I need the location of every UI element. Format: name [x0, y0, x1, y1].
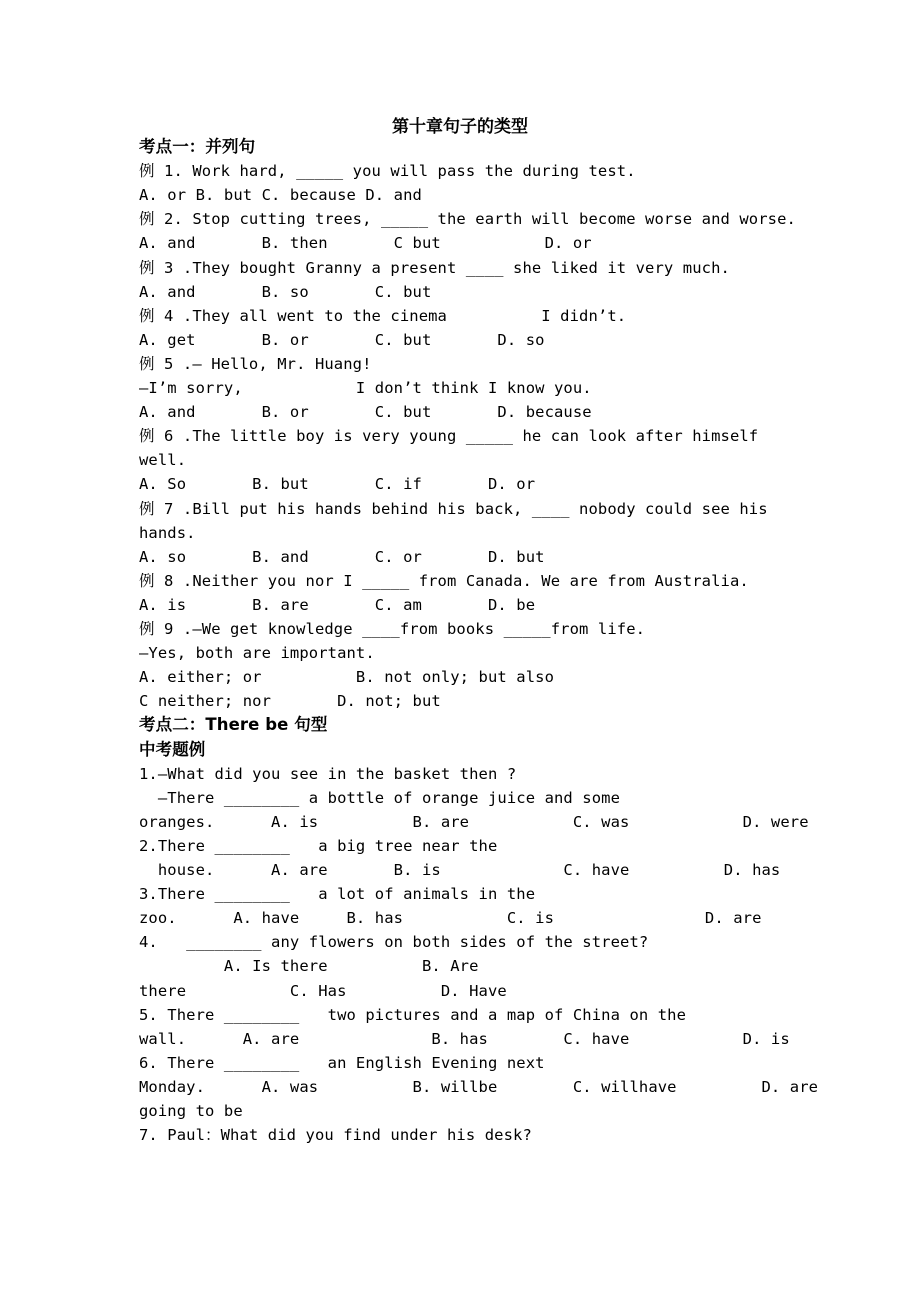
text-line: A. either; or B. not only; but also: [139, 668, 554, 687]
text-line: well.: [139, 451, 187, 470]
text-line: 例 2. Stop cutting trees, _____ the earth will become worse and worse.: [139, 210, 796, 229]
text-line: —I’m sorry, I don’t think I know you.: [139, 379, 592, 397]
text-line: 7. Paul：What did you find under his desk?: [139, 1126, 532, 1145]
text-line: 例 7 .Bill put his hands behind his back, ____ nobody could see his: [139, 499, 768, 518]
text-line: A. So B. but C. if D. or: [139, 475, 536, 494]
text-line: 例 8 .Neither you nor I _____ from Canada. We are from Australia.: [139, 571, 749, 590]
text-line: A. get B. or C. but D. so: [139, 330, 545, 349]
text-line: Monday. A. was B. willbe C. willhave D. are: [139, 1077, 819, 1096]
text-line: house. A. are B. is C. have D. has: [139, 861, 781, 879]
text-line: A. so B. and C. or D. but: [139, 547, 545, 566]
text-line: 例 4 .They all went to the cinema I didn’t.: [139, 306, 627, 325]
text-line: 例 3 .They bought Granny a present ____ she liked it very much.: [139, 258, 730, 277]
text-line: —There ________ a bottle of orange juice and some: [139, 788, 621, 807]
text-line: A. Is there B. Are: [139, 957, 479, 976]
text-line: 3.There ________ a lot of animals in the: [139, 885, 536, 904]
text-line: A. is B. are C. am D. be: [139, 595, 536, 614]
text-line: wall. A. are B. has C. have D. is: [139, 1029, 790, 1048]
text-line: A. or B. but C. because D. and: [139, 186, 422, 205]
text-line: there C. Has D. Have: [139, 981, 507, 1000]
text-line: 1.—What did you see in the basket then ?: [139, 764, 517, 783]
text-line: 例 9 .—We get knowledge ____from books _____from life.: [139, 620, 646, 638]
page-title: 第十章句子的类型: [392, 117, 528, 137]
text-line: 5. There ________ two pictures and a map of China on the: [139, 1005, 687, 1024]
text-line: 例 5 .— Hello, Mr. Huang!: [139, 354, 372, 373]
text-line: 6. There ________ an English Evening next: [139, 1053, 545, 1072]
text-line: 例 6 .The little boy is very young _____ he can look after himself: [139, 427, 759, 446]
section-heading: 考点一：并列句: [139, 137, 256, 156]
text-line: 例 1. Work hard, _____ you will pass the during test.: [139, 162, 636, 181]
text-line: A. and B. or C. but D. because: [139, 403, 592, 422]
text-line: zoo. A. have B. has C. is D. are: [139, 909, 762, 928]
text-line: A. and B. so C. but: [139, 282, 432, 301]
text-line: 4. ________ any flowers on both sides of the street?: [139, 933, 649, 952]
section-heading: 考点二：There be 句型: [139, 715, 328, 735]
text-line: A. and B. then C but D. or: [139, 234, 592, 253]
text-line: —Yes, both are important.: [139, 644, 375, 663]
text-line: hands.: [139, 523, 196, 542]
text-line: C neither; nor D. not; but: [139, 692, 441, 711]
text-line: going to be: [139, 1102, 243, 1120]
section-heading: 中考题例: [139, 739, 206, 759]
text-line: oranges. A. is B. are C. was D. were: [139, 812, 809, 831]
text-line: 2.There ________ a big tree near the: [139, 836, 498, 855]
